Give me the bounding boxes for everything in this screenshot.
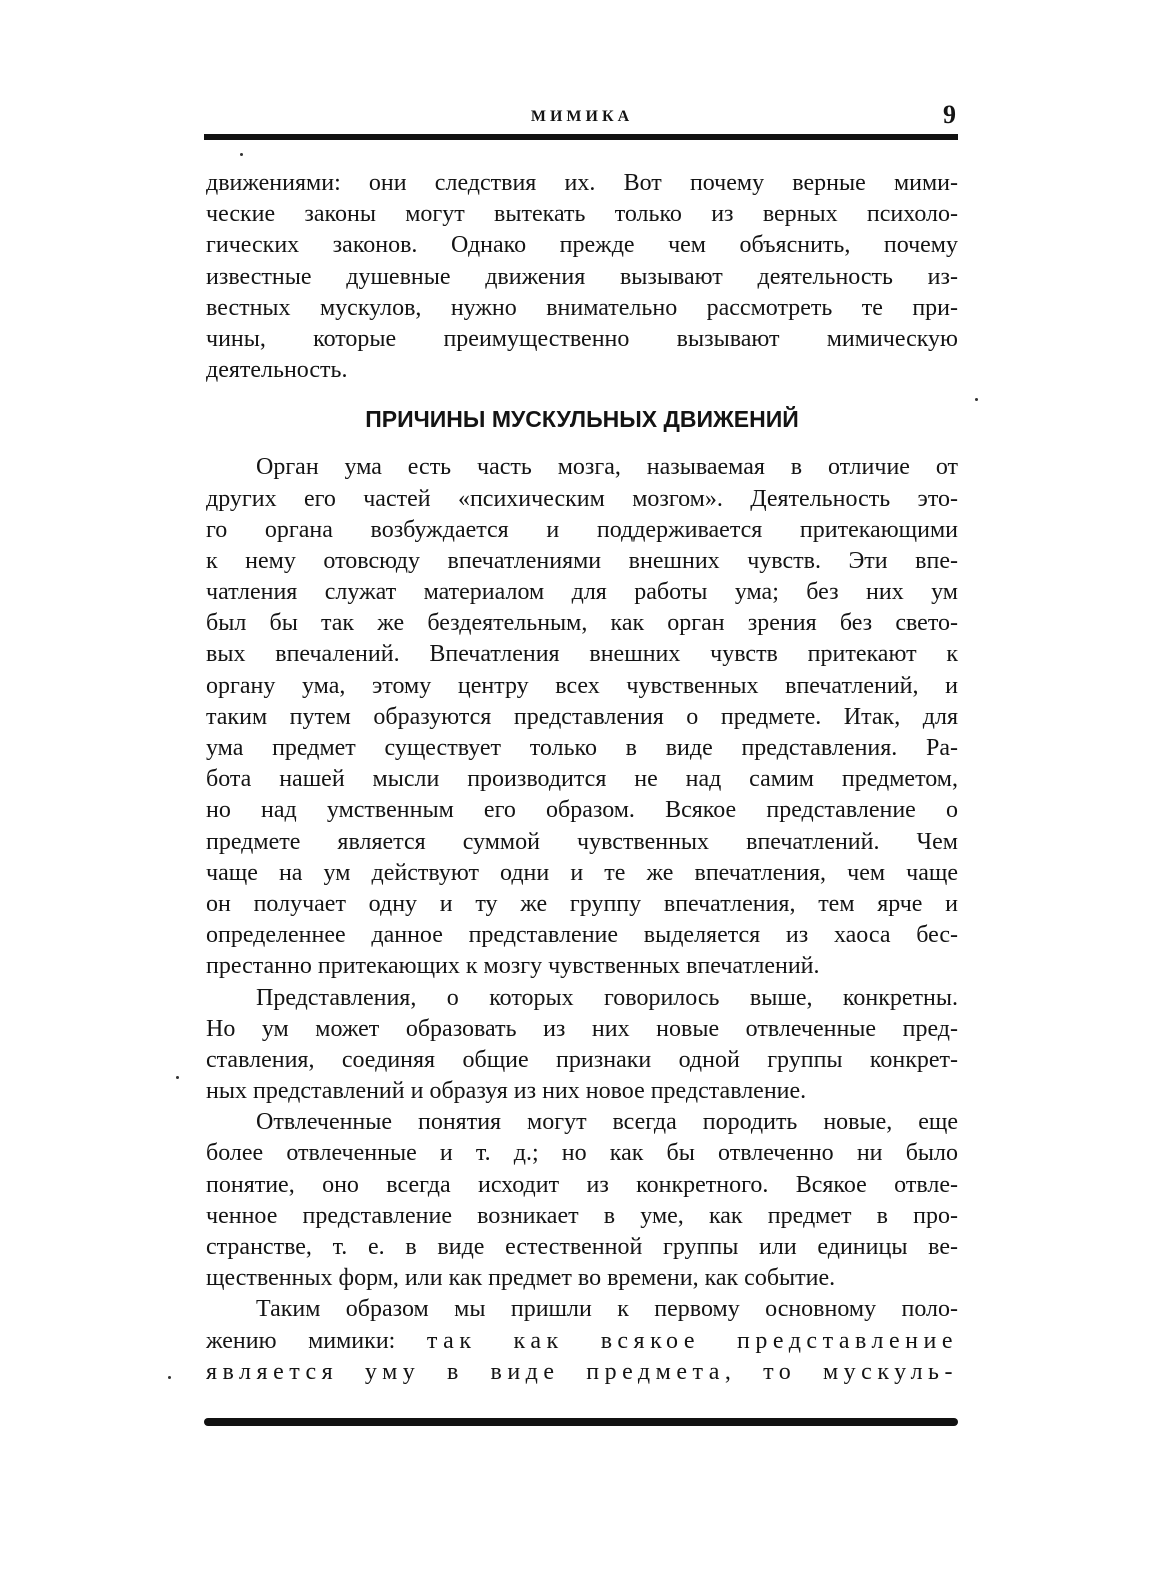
text-line: ставления, соединяя общие признаки одной группы конкрет- [206, 1046, 958, 1073]
text-line: чаще на ум действуют одни и те же впечатления, чем чаще [206, 859, 958, 886]
text-line: вестных мускулов, нужно внимательно рассмотреть те при- [206, 294, 958, 321]
text-line: он получает одну и ту же группу впечатления, тем ярче и [206, 890, 958, 917]
text-line: органу ума, этому центру всех чувственных впечатлений, и [206, 672, 958, 699]
text-line: щественных форм, или как предмет во времени, как событие. [206, 1265, 836, 1292]
running-head [206, 100, 958, 134]
scan-speck [240, 153, 243, 156]
text-line: Представления, о которых говорилось выше, конкретны. [256, 984, 958, 1011]
text-line: деятельность. [206, 357, 348, 384]
page-number: 9 [943, 100, 956, 129]
text-line: определеннее данное представление выделяется из хаоса бес- [206, 922, 958, 949]
scan-speck [168, 1376, 171, 1379]
text-line: чины, которые преимущественно вызывают мимическую [206, 325, 958, 352]
text-line: известные душевные движения вызывают деятельность из- [206, 263, 958, 290]
text-run: жению мимики: [206, 1327, 396, 1354]
text-line: ческие законы могут вытекать только из верных психоло- [206, 201, 958, 228]
text-line: бота нашей мысли производится не над самим предметом, [206, 766, 958, 793]
body-text [206, 168, 958, 1388]
text-line: гических законов. Однако прежде чем объяснить, почему [206, 232, 958, 259]
text-line: Но ум может образовать из них новые отвлеченные пред- [206, 1015, 958, 1042]
section-heading: ПРИЧИНЫ МУСКУЛЬНЫХ ДВИЖЕНИЙ [365, 406, 799, 433]
header-rule [204, 134, 958, 140]
text-line: престанно притекающих к мозгу чувственных впечатлений. [206, 953, 820, 980]
running-title: МИМИКА [530, 108, 634, 125]
text-line: вых впечалений. Впечатления внешних чувств притекают к [206, 641, 958, 668]
text-line: движениями: они следствия их. Вот почему верные мими- [206, 170, 958, 196]
text-line: Орган ума есть часть мозга, называемая в отличие от [256, 454, 958, 481]
text-line: был бы так же бездеятельным, как орган зрения без свето- [206, 610, 958, 637]
text-line [206, 1326, 958, 1357]
text-line: но над умственным его образом. Всякое представление о [206, 797, 958, 824]
text-line: го органа возбуждается и поддерживается притекающими [206, 516, 958, 543]
text-line: ченное представление возникает в уме, как предмет в про- [206, 1202, 958, 1229]
text-line: таким путем образуются представления о предмете. Итак, для [206, 703, 958, 730]
emphasized-text: так как всякое представление [426, 1327, 958, 1354]
scan-speck [176, 1076, 179, 1079]
text-line: понятие, оно всегда исходит из конкретного. Всякое отвле- [206, 1171, 958, 1198]
text-line: Таким образом мы пришли к первому основному поло- [256, 1296, 958, 1323]
scan-speck [975, 398, 978, 401]
text-line: чатления служат материалом для работы ума; без них ум [206, 579, 958, 606]
text-line: других его частей «психическим мозгом». Деятельность это- [206, 485, 958, 512]
text-line: более отвлеченные и т. д.; но как бы отвлеченно ни было [206, 1140, 958, 1167]
text-line: ных представлений и образуя из них новое представление. [206, 1078, 807, 1105]
footer-rule [204, 1418, 958, 1426]
text-line: ума предмет существует только в виде представления. Ра- [206, 735, 958, 761]
text-line: к нему отовсюду впечатлениями внешних чувств. Эти впе- [206, 547, 958, 574]
text-line: Отвлеченные понятия могут всегда породить новые, еще [256, 1109, 958, 1136]
text-line: странстве, т. е. в виде естественной группы или единицы ве- [206, 1234, 958, 1260]
emphasized-text-line: является уму в виде предмета, то мускуль- [206, 1358, 958, 1385]
text-line: предмете является суммой чувственных впечатлений. Чем [206, 828, 958, 855]
